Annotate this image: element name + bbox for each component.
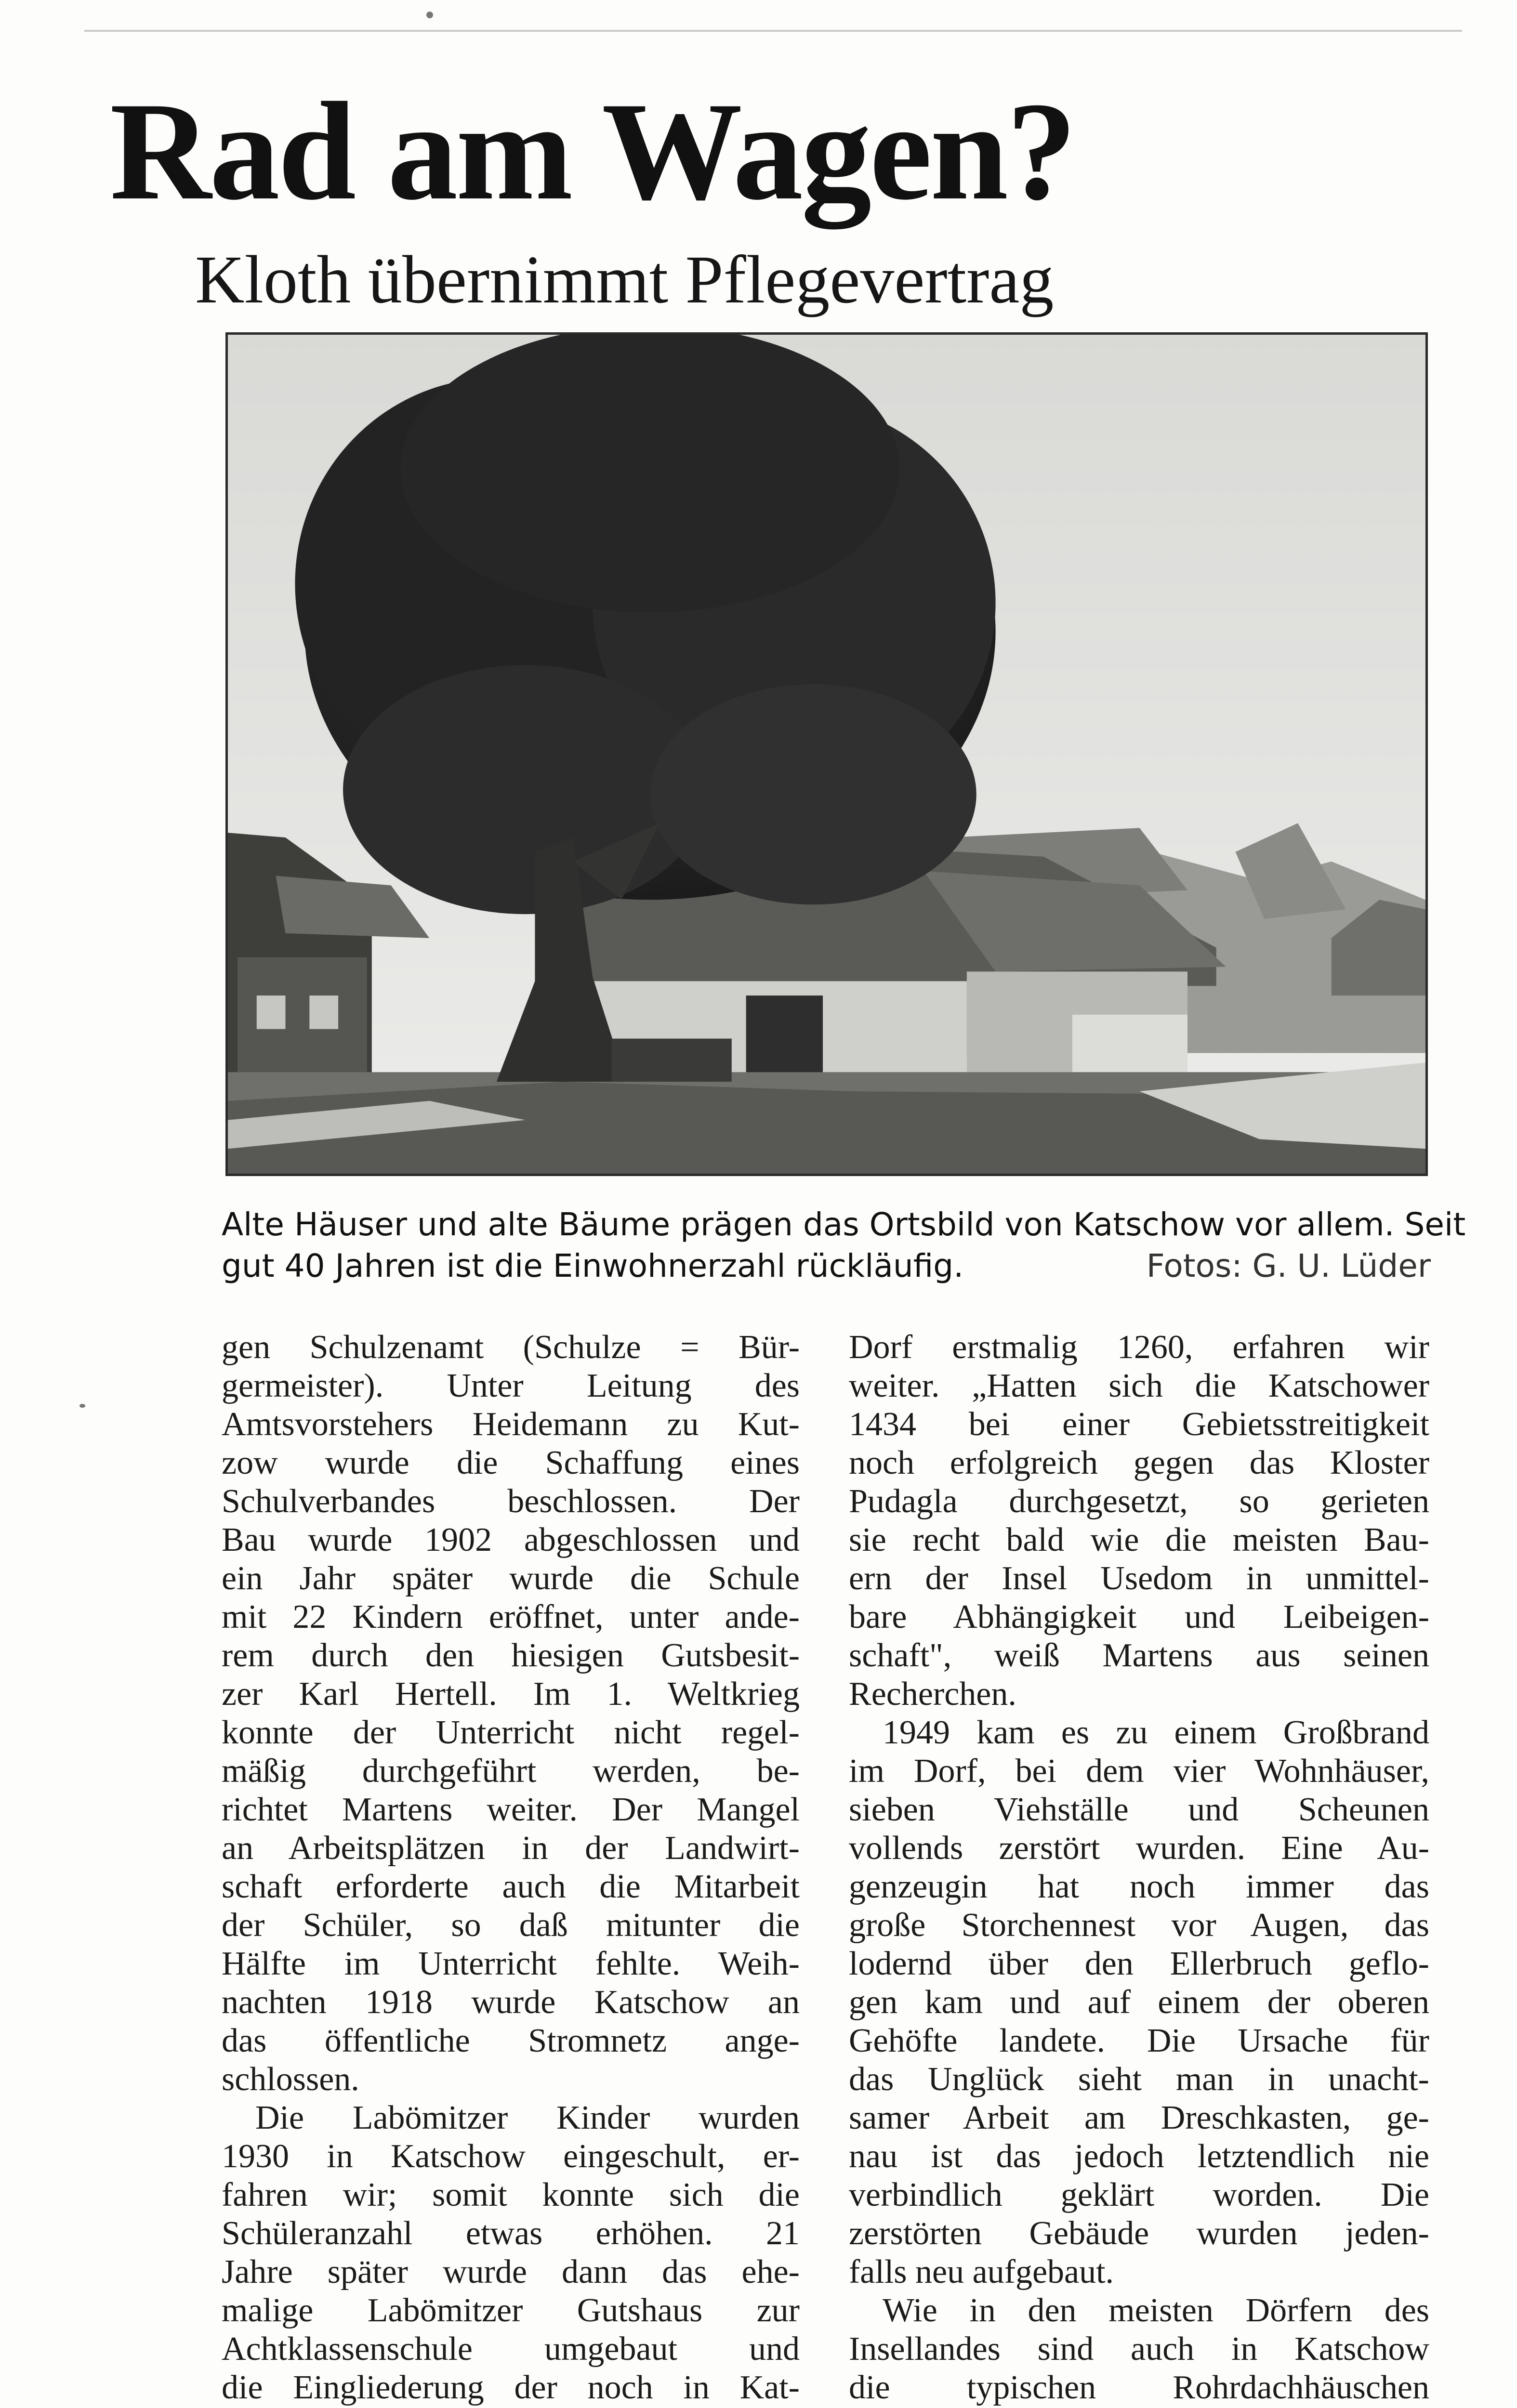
article-line: die Eingliederung der noch in Kat- [222, 2369, 800, 2406]
article-line: rem durch den hiesigen Gutsbesit- [222, 1637, 800, 1674]
headline: Rad am Wagen? [110, 74, 1075, 229]
article-line: germeister). Unter Leitung des [222, 1367, 800, 1404]
article-line: Die Labömitzer Kinder wurden [255, 2099, 800, 2136]
article-line: samer Arbeit am Dreschkasten, ge- [849, 2099, 1429, 2136]
article-line: Hälfte im Unterricht fehlte. Weih- [222, 1945, 800, 1982]
article-line: bare Abhängigkeit und Leibeigen- [849, 1598, 1429, 1636]
article-line: konnte der Unterricht nicht regel- [222, 1714, 800, 1751]
article-line: lodernd über den Ellerbruch geflo- [849, 1945, 1429, 1982]
article-line: Gehöfte landete. Die Ursache für [849, 2022, 1429, 2059]
article-line: ern der Insel Usedom in unmittel- [849, 1560, 1429, 1597]
article-line: gen kam und auf einem der oberen [849, 1984, 1429, 2021]
article-line: nau ist das jedoch letztendlich nie [849, 2138, 1429, 2175]
article-line: die typischen Rohrdachhäuschen [849, 2369, 1429, 2406]
article-line: zow wurde die Schaffung eines [222, 1444, 800, 1481]
article-line: nachten 1918 wurde Katschow an [222, 1984, 800, 2021]
article-line: noch erfolgreich gegen das Kloster [849, 1444, 1429, 1481]
article-line: Jahre später wurde dann das ehe- [222, 2253, 800, 2290]
caption-line-2-wrap [222, 1245, 1436, 1287]
article-line: Dorf erstmalig 1260, erfahren wir [849, 1329, 1429, 1366]
article-line: schaft", weiß Martens aus seinen [849, 1637, 1429, 1674]
article-line: verbindlich geklärt worden. Die [849, 2176, 1429, 2213]
article-line: große Storchennest vor Augen, das [849, 1907, 1429, 1944]
article-line: Bau wurde 1902 abgeschlossen und [222, 1521, 800, 1558]
article-line: Insellandes sind auch in Katschow [849, 2330, 1429, 2368]
article-line: falls neu aufgebaut. [849, 2253, 1114, 2290]
article-line: sieben Viehställe und Scheunen [849, 1791, 1429, 1828]
article-line: malige Labömitzer Gutshaus zur [222, 2292, 800, 2329]
article-line: schlossen. [222, 2061, 359, 2098]
article-line: der Schüler, so daß mitunter die [222, 1907, 800, 1944]
subheadline: Kloth übernimmt Pflegevertrag [195, 241, 1054, 317]
top-rule [84, 30, 1462, 32]
article-line: 1434 bei einer Gebietsstreitigkeit [849, 1406, 1429, 1443]
article-line: 1930 in Katschow eingeschult, er- [222, 2138, 800, 2175]
speck [79, 1404, 85, 1408]
photo-caption [222, 1204, 1466, 1287]
article-line: 1949 kam es zu einem Großbrand [883, 1714, 1429, 1751]
article-line: Schüleranzahl etwas erhöhen. 21 [222, 2215, 800, 2252]
article-line: richtet Martens weiter. Der Mangel [222, 1791, 800, 1828]
article-paragraph [849, 1328, 1429, 1714]
article-line: mäßig durchgeführt werden, be- [222, 1753, 800, 1790]
article-column-left [222, 1328, 800, 2408]
article-column-right [849, 1328, 1429, 2408]
article-paragraph [849, 2291, 1429, 2408]
article-paragraph [222, 2099, 800, 2408]
article-line: weiter. „Hatten sich die Katschower [849, 1367, 1429, 1404]
caption-line-2: gut 40 Jahren ist die Einwohnerzahl rückläufig. [222, 1247, 964, 1284]
article-line: schaft erforderte auch die Mitarbeit [222, 1868, 800, 1905]
article-line: mit 22 Kindern eröffnet, unter ande- [222, 1598, 800, 1636]
article-line: das öffentliche Stromnetz ange- [222, 2022, 800, 2059]
article-line: ein Jahr später wurde die Schule [222, 1560, 800, 1597]
article-line: Amtsvorstehers Heidemann zu Kut- [222, 1406, 800, 1443]
article-line: zerstörten Gebäude wurden jeden- [849, 2215, 1429, 2252]
article-line: genzeugin hat noch immer das [849, 1868, 1429, 1905]
article-line: Wie in den meisten Dörfern des [883, 2292, 1429, 2329]
article-line: vollends zerstört wurden. Eine Au- [849, 1830, 1429, 1867]
article-line: das Unglück sieht man in unacht- [849, 2061, 1429, 2098]
speck [426, 12, 433, 18]
article-line: im Dorf, bei dem vier Wohnhäuser, [849, 1753, 1429, 1790]
article-line: Recherchen. [849, 1675, 1016, 1713]
article-line: Schulverbandes beschlossen. Der [222, 1483, 800, 1520]
village-photo [225, 332, 1428, 1176]
article-line: an Arbeitsplätzen in der Landwirt- [222, 1830, 800, 1867]
article-line: gen Schulzenamt (Schulze = Bür- [222, 1329, 800, 1366]
article-line: zer Karl Hertell. Im 1. Weltkrieg [222, 1675, 800, 1713]
article-line: sie recht bald wie die meisten Bau- [849, 1521, 1429, 1558]
article-paragraph [849, 1714, 1429, 2291]
article-line: fahren wir; somit konnte sich die [222, 2176, 800, 2213]
photo-credit: Fotos: G. U. Lüder [1146, 1247, 1431, 1284]
article-line: Achtklassenschule umgebaut und [222, 2330, 800, 2368]
village-photo-illustration [228, 335, 1425, 1174]
article-paragraph [222, 1328, 800, 2099]
article-line: Pudagla durchgesetzt, so gerieten [849, 1483, 1429, 1520]
caption-line-1: Alte Häuser und alte Bäume prägen das Ortsbild von Katschow vor allem. Seit [222, 1206, 1466, 1243]
